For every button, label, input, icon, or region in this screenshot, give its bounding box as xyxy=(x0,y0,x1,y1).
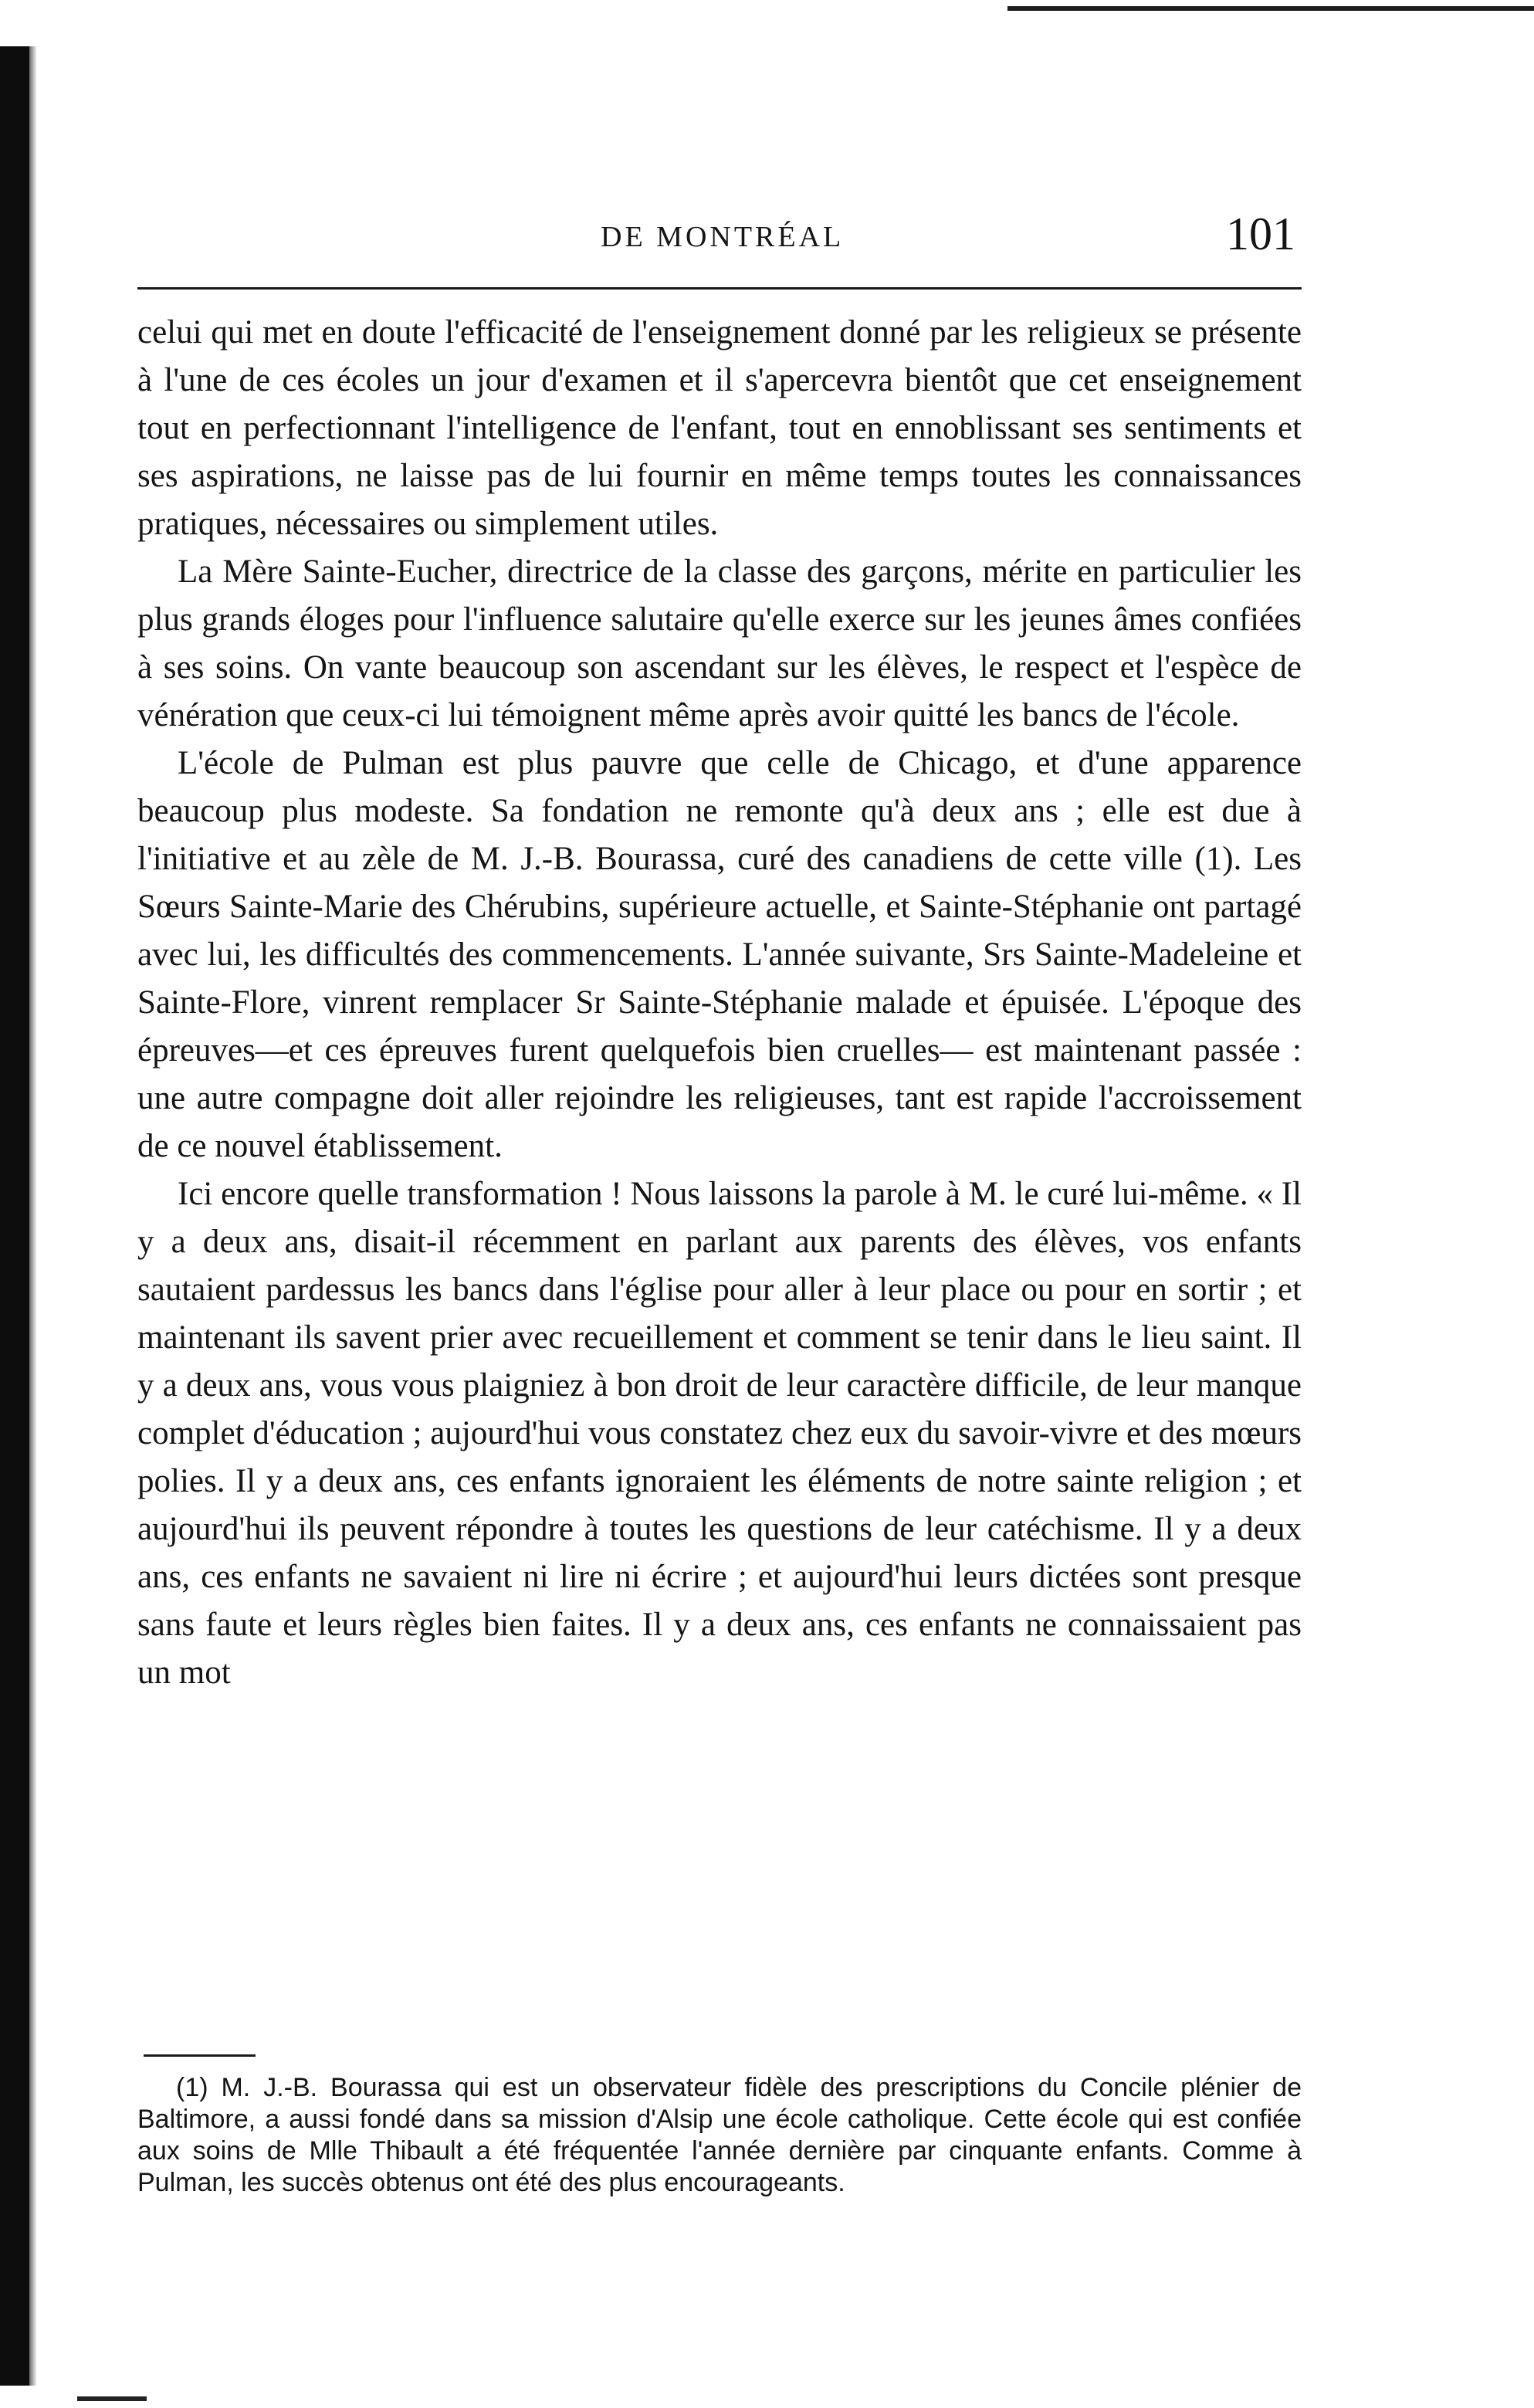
paragraph: L'école de Pulman est plus pauvre que celle de Chicago, et d'une apparence beaucoup plus modeste. Sa fondation ne remonte qu'à deux ans ; elle est due à l'initiative et au zèle de M. J.-B. Bourassa, curé des canadiens de cette ville (1). Les Sœurs Sainte-Marie des Chérubins, supérieure actuelle, et Sainte-Stéphanie ont partagé avec lui, les difficultés des commencements. L'année suivante, Srs Sainte-Madeleine et Sainte-Flore, vinrent remplacer Sr Sainte-Stéphanie malade et épuisée. L'époque des épreuves—et ces épreuves furent quelquefois bien cruelles— est maintenant passée : une autre compagne doit aller rejoindre les religieuses, tant est rapide l'accroissement de ce nouvel établissement. xyxy=(137,745,1302,1164)
header-rule xyxy=(137,287,1302,290)
scan-left-edge xyxy=(0,46,29,2386)
scan-bottom-mark xyxy=(77,2396,147,2401)
running-head: DE MONTRÉAL xyxy=(601,221,845,253)
body-text xyxy=(137,309,1302,1697)
paragraph: celui qui met en doute l'efficacité de l'enseignement donné par les religieux se présente à l'une de ces écoles un jour d'examen et il s'apercevra bientôt que cet enseignement tout en perfectionnant l'intelligence de l'enfant, tout en ennoblissant ses sentiments et ses aspirations, ne laisse pas de lui fournir en même temps toutes les connaissances pratiques, nécessaires ou simplement utiles. xyxy=(137,314,1302,542)
footnote: (1) M. J.-B. Bourassa qui est un observateur fidèle des prescriptions du Concile plénier de Baltimore, a aussi fondé dans sa mission d'Alsip une école catholique. Cette école qui est confiée aux soins de Mlle Thibault a été fréquentée l'année dernière par cinquante enfants. Comme à Pulman, les succès obtenus ont été des plus encourageants. xyxy=(137,2073,1302,2197)
paragraph: La Mère Sainte-Eucher, directrice de la classe des garçons, mérite en particulier les plus grands éloges pour l'influence salutaire qu'elle exerce sur les jeunes âmes confiées à ses soins. On vante beaucoup son ascendant sur les élèves, le respect et l'espèce de vénération que ceux-ci lui témoignent même après avoir quitté les bancs de l'école. xyxy=(137,554,1302,733)
paragraph: Ici encore quelle transformation ! Nous laissons la parole à M. le curé lui-même. « Il y a deux ans, disait-il récemment en parlant aux parents des élèves, vos enfants sautaient pardessus les bancs dans l'église pour aller à leur place ou pour en sortir ; et maintenant ils savent prier avec recueillement et comment se tenir dans le lieu saint. Il y a deux ans, vous vous plaigniez à bon droit de leur caractère difficile, de leur manque complet d'éducation ; aujourd'hui vous constatez chez eux du savoir-vivre et des mœurs polies. Il y a deux ans, ces enfants ignoraient les éléments de notre sainte religion ; et aujourd'hui ils peuvent répondre à toutes les questions de leur catéchisme. Il y a deux ans, ces enfants ne savaient ni lire ni écrire ; et aujourd'hui leurs dictées sont presque sans faute et leurs règles bien faites. Il y a deux ans, ces enfants ne connaissaient pas un mot xyxy=(137,1176,1302,1691)
footnote-separator xyxy=(144,2054,256,2057)
page-header xyxy=(137,205,1302,266)
scan-top-line xyxy=(1007,6,1534,11)
page-number: 101 xyxy=(1226,208,1295,259)
scan-left-edge-shadow xyxy=(29,46,37,2386)
